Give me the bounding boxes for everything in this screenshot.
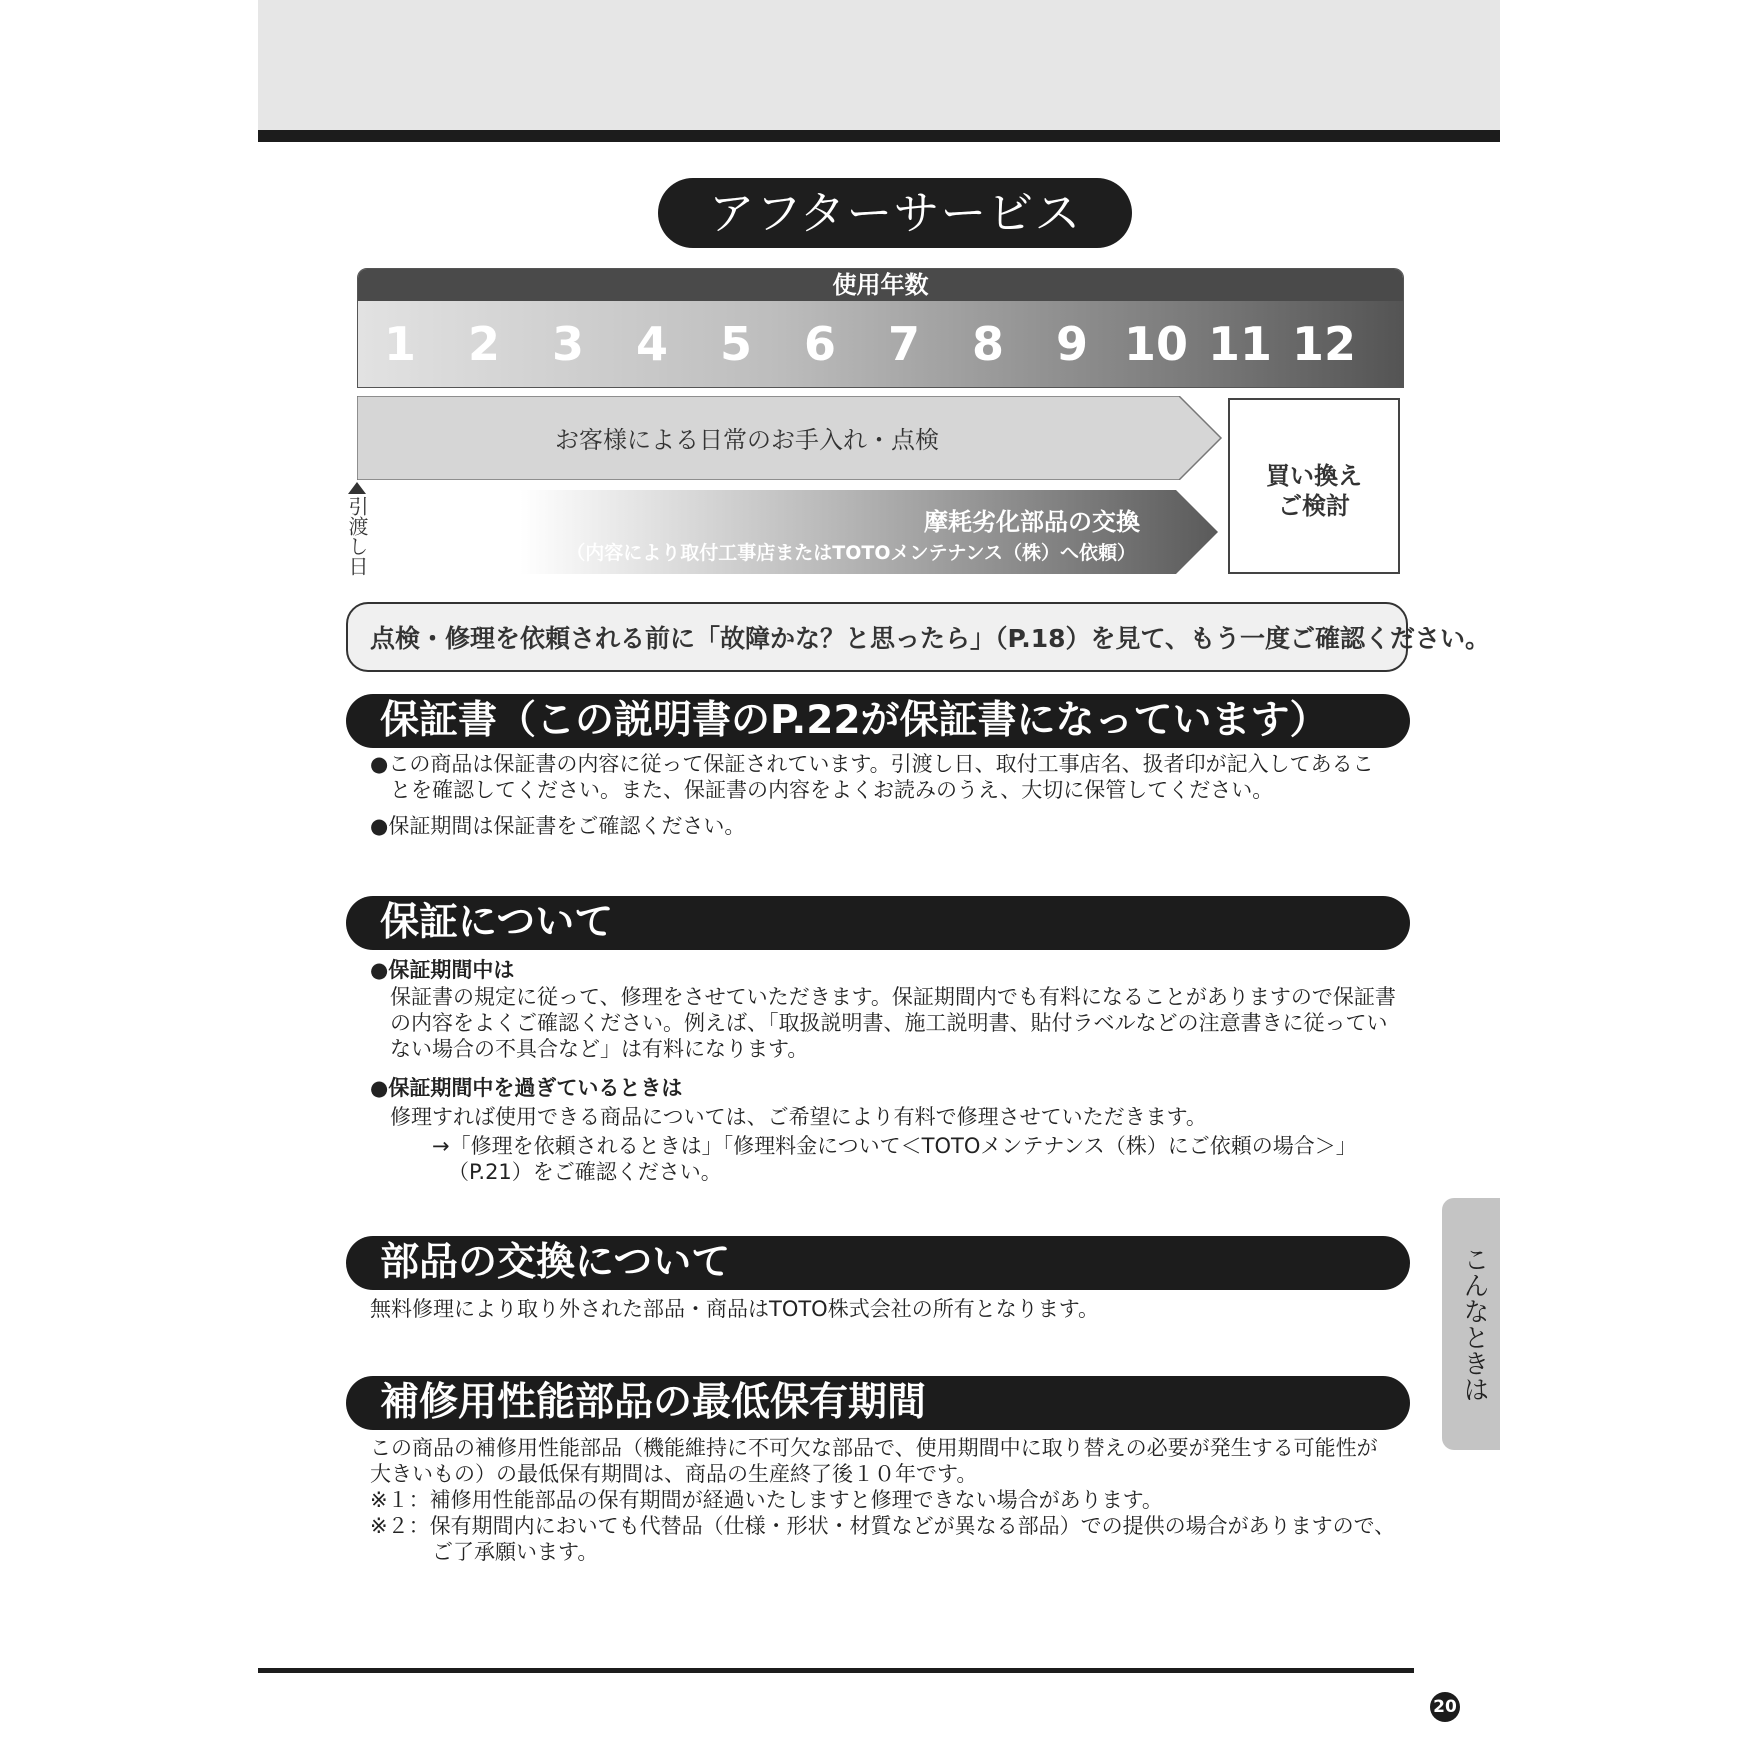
page-title: アフターサービス bbox=[658, 178, 1132, 248]
section-heading-warranty: 保証について bbox=[346, 896, 1410, 950]
year-label: 11 bbox=[1207, 317, 1272, 371]
year-label: 8 bbox=[971, 317, 1004, 371]
retention-note2-line1: ※２：保有期間内においても代替品（仕様・形状・材質などが異なる部品）での提供の場合がありますので、 bbox=[370, 1514, 1396, 1538]
retention-note2-line2: ご了承願います。 bbox=[432, 1540, 599, 1564]
year-label: 10 bbox=[1123, 317, 1188, 371]
years-header: 使用年数 bbox=[358, 269, 1403, 301]
side-tab-label: こんなときは bbox=[1459, 1246, 1489, 1402]
section-heading-parts: 部品の交換について bbox=[346, 1236, 1410, 1290]
years-of-use-bar bbox=[357, 268, 1404, 388]
warranty-card-bullet1-line2: とを確認してください。また、保証書の内容をよくお読みのうえ、大切に保管してください。 bbox=[390, 778, 1274, 802]
replacement-box bbox=[1228, 398, 1400, 574]
warranty-sub1: ●保証期間中は bbox=[370, 958, 515, 982]
footer-rule bbox=[258, 1668, 1414, 1673]
retention-note1: ※１：補修用性能部品の保有期間が経過いたしますと修理できない場合があります。 bbox=[370, 1488, 1163, 1512]
replacement-line2: ご検討 bbox=[1278, 492, 1350, 520]
header-rule bbox=[258, 130, 1500, 142]
warranty-p1-line2: の内容をよくご確認ください。例えば、「取扱説明書、施工説明書、貼付ラベルなどの注意書きに従ってい bbox=[390, 1011, 1388, 1035]
year-label: 4 bbox=[635, 317, 668, 371]
year-label: 7 bbox=[887, 317, 920, 371]
page-number: 20 bbox=[1430, 1692, 1460, 1722]
warranty-p1-line1: 保証書の規定に従って、修理をさせていただきます。保証期間内でも有料になることがありますので保証書 bbox=[390, 985, 1396, 1009]
year-label: 1 bbox=[383, 317, 416, 371]
warranty-p1-line3: ない場合の不具合など」は有料になります。 bbox=[390, 1037, 809, 1061]
header-band bbox=[258, 0, 1500, 130]
parts-exchange-note: （内容により取付工事店またはTOTOメンテナンス（株）へ依頼） bbox=[566, 542, 1136, 564]
year-label: 5 bbox=[719, 317, 752, 371]
section-heading-retention: 補修用性能部品の最低保有期間 bbox=[346, 1376, 1410, 1430]
warranty-p2: 修理すれば使用できる商品については、ご希望により有料で修理させていただきます。 bbox=[390, 1105, 1207, 1129]
warranty-ref-line1: →「修理を依頼されるときは」「修理料金について＜TOTOメンテナンス（株）にご依頼の場合＞」 bbox=[432, 1134, 1357, 1158]
daily-care-label: お客様による日常のお手入れ・点検 bbox=[555, 426, 939, 454]
parts-text: 無料修理により取り外された部品・商品はTOTO株式会社の所有となります。 bbox=[370, 1297, 1100, 1321]
replacement-line1: 買い換え bbox=[1266, 462, 1362, 490]
years-row bbox=[358, 301, 1403, 387]
notice-box: 点検・修理を依頼される前に「故障かな？と思ったら」（P.18）を見て、もう一度ご確認ください。 bbox=[346, 602, 1408, 672]
warranty-card-bullet2: ●保証期間は保証書をご確認ください。 bbox=[370, 814, 746, 838]
year-label: 9 bbox=[1055, 317, 1088, 371]
warranty-card-bullet1-line1: ●この商品は保証書の内容に従って保証されています。引渡し日、取付工事店名、扱者印が記入してあるこ bbox=[370, 752, 1374, 776]
retention-line1: この商品の補修用性能部品（機能維持に不可欠な部品で、使用期間中に取り替えの必要が発生する可能性が bbox=[370, 1436, 1378, 1460]
year-label: 3 bbox=[551, 317, 584, 371]
side-index-tab[interactable] bbox=[1442, 1198, 1500, 1450]
section-heading-warranty-card: 保証書（この説明書のP.22が保証書になっています） bbox=[346, 694, 1410, 748]
parts-exchange-arrow bbox=[520, 490, 1220, 574]
year-label: 6 bbox=[803, 317, 836, 371]
year-label: 2 bbox=[467, 317, 500, 371]
daily-care-arrow bbox=[357, 396, 1223, 480]
delivery-arrow-icon bbox=[348, 482, 366, 494]
delivery-day-label: 引渡し日 bbox=[345, 496, 369, 576]
retention-line2: 大きいもの）の最低保有期間は、商品の生産終了後１０年です。 bbox=[370, 1462, 978, 1486]
parts-exchange-label: 摩耗劣化部品の交換 bbox=[924, 508, 1140, 536]
warranty-sub2: ●保証期間中を過ぎているときは bbox=[370, 1076, 683, 1100]
warranty-ref-line2: （P.21）をご確認ください。 bbox=[448, 1160, 722, 1184]
year-label: 12 bbox=[1291, 317, 1356, 371]
